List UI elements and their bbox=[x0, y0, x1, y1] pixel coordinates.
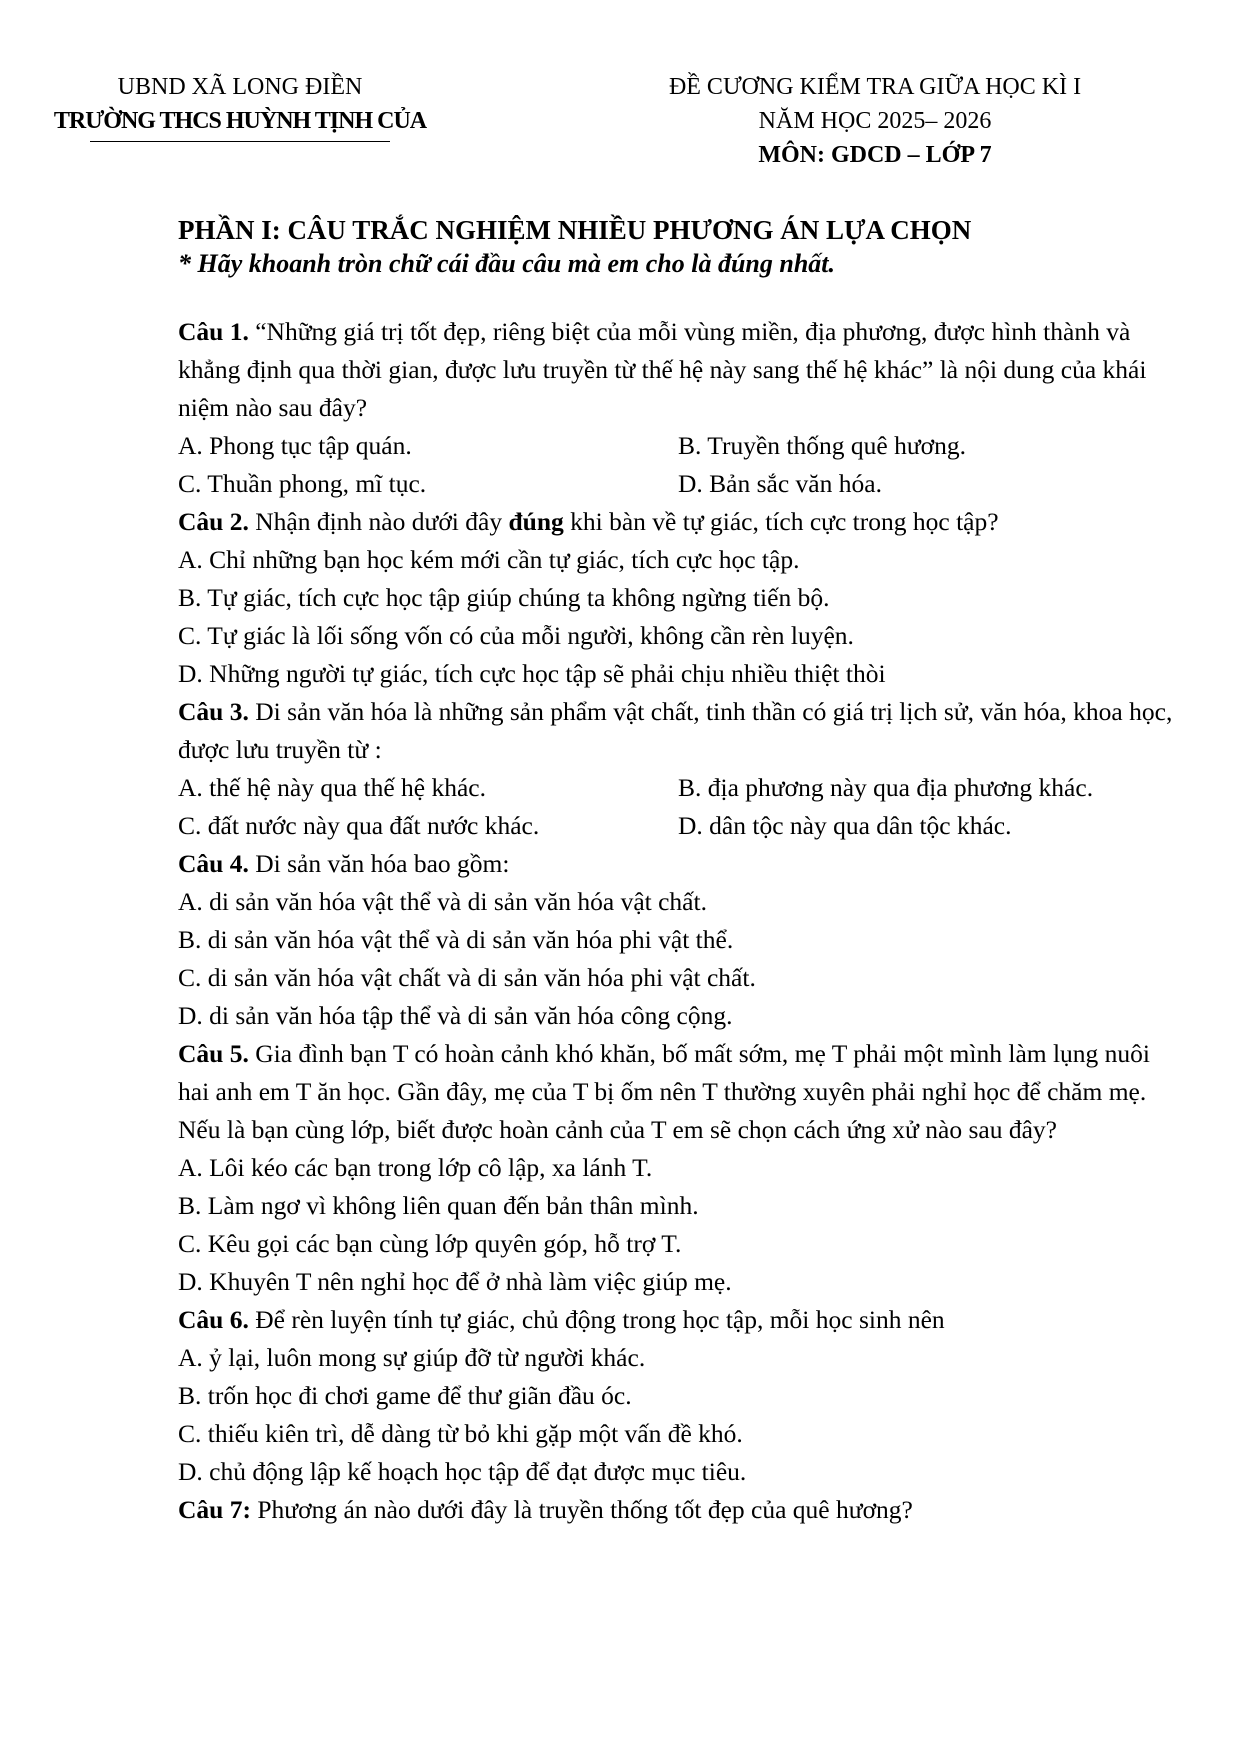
document-title: ĐỀ CƯƠNG KIỂM TRA GIỮA HỌC KÌ I bbox=[668, 74, 1082, 100]
document-body bbox=[178, 213, 1178, 1529]
question-label: Câu 1. bbox=[178, 317, 249, 346]
option-b[interactable]: B. Truyền thống quê hương. bbox=[678, 431, 966, 460]
option-d[interactable]: D. di sản văn hóa tập thể và di sản văn hóa công cộng. bbox=[178, 1001, 733, 1030]
question-label: Câu 3. bbox=[178, 697, 249, 726]
option-d[interactable]: D. Khuyên T nên nghỉ học để ở nhà làm việc giúp mẹ. bbox=[178, 1267, 732, 1296]
header-right bbox=[640, 70, 1110, 172]
question-text: Di sản văn hóa là những sản phẩm vật chất, tinh thần có giá trị lịch sử, văn hóa, khoa học, được lưu truyền từ : bbox=[178, 697, 1173, 764]
school-year: NĂM HỌC 2025– 2026 bbox=[758, 108, 992, 134]
answer-options bbox=[178, 769, 1178, 845]
question-4 bbox=[178, 845, 1178, 1035]
question-3 bbox=[178, 693, 1178, 845]
option-a[interactable]: A. Phong tục tập quán. bbox=[178, 431, 412, 460]
question-1 bbox=[178, 313, 1178, 503]
question-label: Câu 2. bbox=[178, 507, 249, 536]
question-7 bbox=[178, 1491, 1178, 1529]
option-c[interactable]: C. thiếu kiên trì, dễ dàng từ bỏ khi gặp một vấn đề khó. bbox=[178, 1419, 743, 1448]
question-stem bbox=[178, 313, 1178, 427]
question-emphasis: đúng bbox=[508, 507, 564, 536]
question-text-end: khi bàn về tự giác, tích cực trong học tập? bbox=[563, 507, 999, 536]
header-left bbox=[50, 70, 430, 142]
question-stem bbox=[178, 693, 1178, 769]
question-stem bbox=[178, 1491, 1178, 1529]
option-d[interactable]: D. Bản sắc văn hóa. bbox=[678, 469, 882, 498]
option-b[interactable]: B. trốn học đi chơi game để thư giãn đầu óc. bbox=[178, 1381, 632, 1410]
school-name: TRƯỜNG THCS HUỲNH TỊNH CỦA bbox=[53, 108, 427, 134]
option-a[interactable]: A. ỷ lại, luôn mong sự giúp đỡ từ người khác. bbox=[178, 1343, 646, 1372]
question-6 bbox=[178, 1301, 1178, 1491]
option-c[interactable]: C. Tự giác là lối sống vốn có của mỗi người, không cần rèn luyện. bbox=[178, 621, 854, 650]
section-instruction: * Hãy khoanh tròn chữ cái đầu câu mà em cho là đúng nhất. bbox=[178, 249, 836, 278]
question-label: Câu 4. bbox=[178, 849, 249, 878]
option-a[interactable]: A. Lôi kéo các bạn trong lớp cô lập, xa lánh T. bbox=[178, 1153, 653, 1182]
answer-options bbox=[178, 427, 1178, 503]
option-c[interactable]: C. di sản văn hóa vật chất và di sản văn hóa phi vật chất. bbox=[178, 963, 756, 992]
question-label: Câu 5. bbox=[178, 1039, 249, 1068]
question-text: Để rèn luyện tính tự giác, chủ động trong học tập, mỗi học sinh nên bbox=[248, 1305, 945, 1334]
option-d[interactable]: D. chủ động lập kế hoạch học tập để đạt được mục tiêu. bbox=[178, 1457, 747, 1486]
question-stem bbox=[178, 503, 1178, 541]
question-stem bbox=[178, 1035, 1178, 1149]
question-label: Câu 6. bbox=[178, 1305, 249, 1334]
option-c[interactable]: C. Thuần phong, mĩ tục. bbox=[178, 469, 427, 498]
question-text: Phương án nào dưới đây là truyền thống tốt đẹp của quê hương? bbox=[250, 1495, 913, 1524]
question-5 bbox=[178, 1035, 1178, 1301]
header-underline bbox=[90, 141, 390, 142]
option-b[interactable]: B. Làm ngơ vì không liên quan đến bản thân mình. bbox=[178, 1191, 699, 1220]
question-stem bbox=[178, 1301, 1178, 1339]
question-label: Câu 7: bbox=[178, 1495, 251, 1524]
option-a[interactable]: A. Chỉ những bạn học kém mới cần tự giác, tích cực học tập. bbox=[178, 545, 800, 574]
section-title: PHẦN I: CÂU TRẮC NGHIỆM NHIỀU PHƯƠNG ÁN LỰA CHỌN bbox=[178, 215, 972, 245]
option-d[interactable]: D. Những người tự giác, tích cực học tập sẽ phải chịu nhiều thiệt thòi bbox=[178, 659, 886, 688]
question-text: “Những giá trị tốt đẹp, riêng biệt của mỗi vùng miền, địa phương, được hình thành và khẳng định qua thời gian, được lưu truyền từ thế hệ này sang thế hệ khác” là nội dung của khái niệm nào sau đây? bbox=[178, 317, 1147, 422]
option-b[interactable]: B. Tự giác, tích cực học tập giúp chúng ta không ngừng tiến bộ. bbox=[178, 583, 830, 612]
question-text: Nhận định nào dưới đây bbox=[248, 507, 509, 536]
subject-line: MÔN: GDCD – LỚP 7 bbox=[758, 142, 992, 168]
question-text: Gia đình bạn T có hoàn cảnh khó khăn, bố mất sớm, mẹ T phải một mình làm lụng nuôi hai anh em T ăn học. Gần đây, mẹ của T bị ốm nên T thường xuyên phải nghỉ học để chăm mẹ. Nếu là bạn cùng lớp, biết được hoàn cảnh của T em sẽ chọn cách ứng xử nào sau đây? bbox=[178, 1039, 1151, 1144]
option-b[interactable]: B. di sản văn hóa vật thể và di sản văn hóa phi vật thể. bbox=[178, 925, 734, 954]
option-a[interactable]: A. di sản văn hóa vật thể và di sản văn hóa vật chất. bbox=[178, 887, 707, 916]
question-text: Di sản văn hóa bao gồm: bbox=[248, 849, 510, 878]
question-2 bbox=[178, 503, 1178, 693]
option-c[interactable]: C. Kêu gọi các bạn cùng lớp quyên góp, hỗ trợ T. bbox=[178, 1229, 682, 1258]
option-d[interactable]: D. dân tộc này qua dân tộc khác. bbox=[678, 811, 1012, 840]
option-a[interactable]: A. thế hệ này qua thế hệ khác. bbox=[178, 773, 487, 802]
option-c[interactable]: C. đất nước này qua đất nước khác. bbox=[178, 811, 540, 840]
question-stem bbox=[178, 845, 1178, 883]
authority-name: UBND XÃ LONG ĐIỀN bbox=[117, 74, 363, 100]
option-b[interactable]: B. địa phương này qua địa phương khác. bbox=[678, 773, 1094, 802]
